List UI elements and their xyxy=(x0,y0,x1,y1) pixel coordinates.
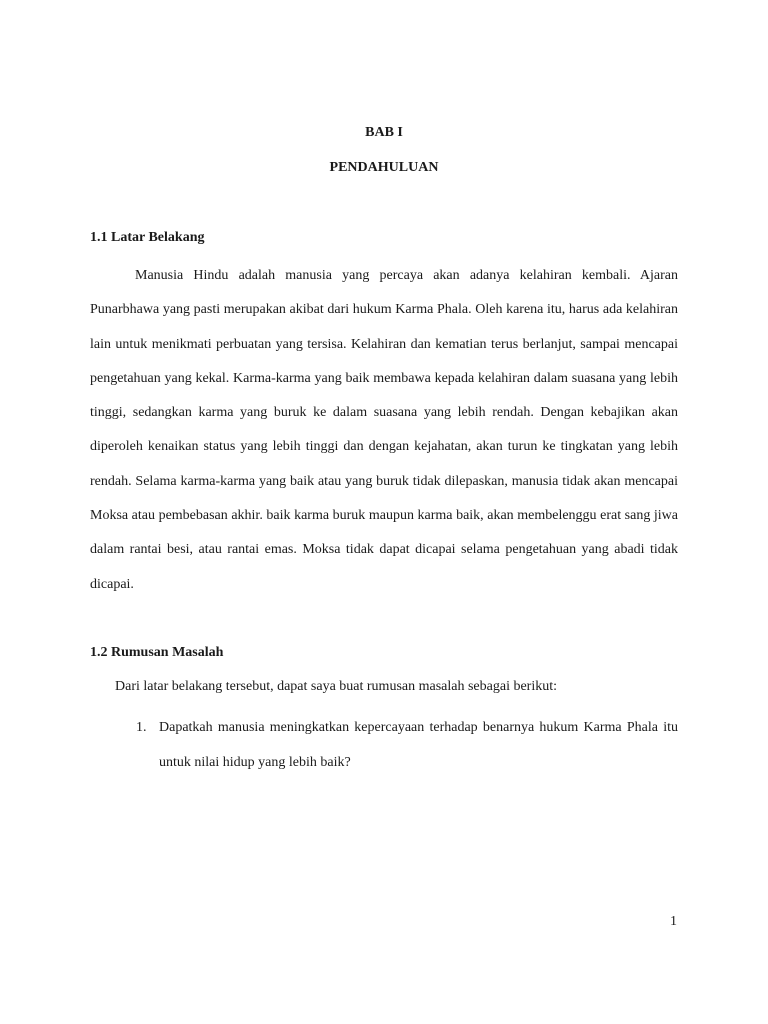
chapter-title: PENDAHULUAN xyxy=(329,160,439,175)
chapter-number: BAB I xyxy=(365,125,403,140)
list-item-number: 1. xyxy=(136,720,147,735)
list-item-text: Dapatkah manusia meningkatkan kepercayaan terhadap benarnya hukum Karma Phala itu untuk nilai hidup yang lebih baik? xyxy=(159,720,678,770)
list-item xyxy=(136,710,678,780)
background-paragraph: Manusia Hindu adalah manusia yang percaya akan adanya kelahiran kembali. Ajaran Punarbhawa yang pasti merupakan akibat dari hukum Karma Phala. Oleh karena itu, harus ada kelahiran lain untuk menikmati perbuatan yang tersisa. Kelahiran dan kematian terus berlanjut, sampai mencapai pengetahuan yang kekal. Karma-karma yang baik membawa kepada kelahiran dalam suasana yang lebih tinggi, sedangkan karma yang buruk ke dalam suasana yang lebih rendah. Dengan kebajikan akan diperoleh kenaikan status yang lebih tinggi dan dengan kejahatan, akan turun ke tingkatan yang lebih rendah. Selama karma-karma yang baik atau yang buruk tidak dilepaskan, manusia tidak akan mencapai Moksa atau pembebasan akhir. baik karma buruk maupun karma baik, akan membelenggu erat sang jiwa dalam rantai besi, atau rantai emas. Moksa tidak dapat dicapai selama pengetahuan yang abadi tidak dicapai. xyxy=(90,268,678,592)
section-heading-latar-belakang: 1.1 Latar Belakang xyxy=(90,230,205,245)
problem-intro-text: Dari latar belakang tersebut, dapat saya buat rumusan masalah sebagai berikut: xyxy=(115,679,557,694)
section-heading-rumusan-masalah: 1.2 Rumusan Masalah xyxy=(90,645,224,660)
page-number: 1 xyxy=(670,914,677,929)
